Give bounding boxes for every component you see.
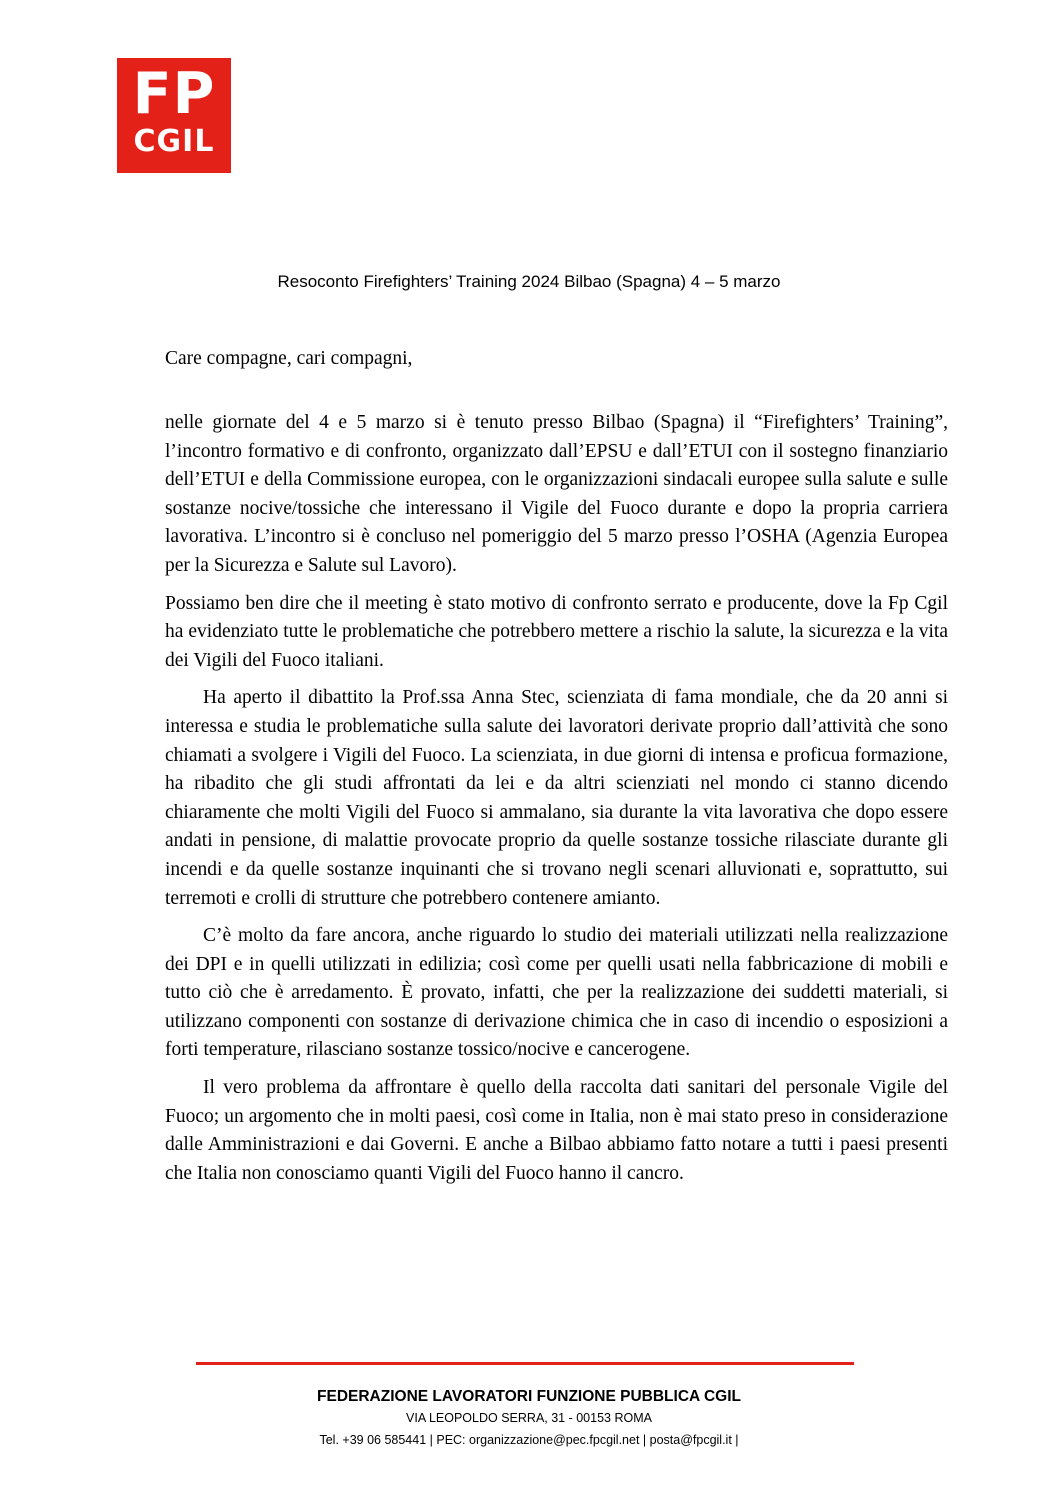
letter-body bbox=[165, 409, 948, 1197]
paragraph-intro: nelle giornate del 4 e 5 marzo si è tenuto presso Bilbao (Spagna) il “Firefighters’ Training”, l’incontro formativo e di confronto, organizzato dall’EPSU e dall’ETUI con il sostegno finanziario dell’ETUI e della Commissione europea, con le organizzazioni sindacali europee sulla salute e sulle sostanze nocive/tossiche che interessano il Vigile del Fuoco durante e dopo la propria carriera lavorativa. L’incontro si è concluso nel pomeriggio del 5 marzo presso l’OSHA (Agenzia Europea per la Sicurezza e Salute sul Lavoro). bbox=[165, 412, 948, 576]
footer-address: VIA LEOPOLDO SERRA, 31 - 00153 ROMA bbox=[406, 1411, 652, 1425]
greeting: Care compagne, cari compagni, bbox=[165, 348, 413, 369]
paragraph-data: Il vero problema da affrontare è quello della raccolta dati sanitari del personale Vigile del Fuoco; un argomento che in molti paesi, così come in Italia, non è mai stato preso in considerazione dalle Amministrazioni e dai Governi. E anche a Bilbao abbiamo fatto notare a tutti i paesi presenti che Italia non conosciamo quanti Vigili del Fuoco hanno il cancro. bbox=[165, 1077, 948, 1184]
paragraph-stec: Ha aperto il dibattito la Prof.ssa Anna Stec, scienziata di fama mondiale, che da 20 anni si interessa e studia le problematiche sulla salute dei lavoratori derivate proprio dall’attività che sono chiamati a svolgere i Vigili del Fuoco. La scienziata, in due giorni di intensa e proficua formazione, ha ribadito che gli studi affrontati da lei e da altri scienziati nel mondo ci stanno dicendo chiaramente che molti Vigili del Fuoco si ammalano, sia durante la vita lavorativa che dopo essere andati in pensione, di malattie provocate proprio da quelle sostanze tossiche rilasciate durante gli incendi e da quelle sostanze inquinanti che si trovano negli scenari alluvionati e, soprattutto, sui terremoti e crolli di strutture che potrebbero contenere amianto. bbox=[165, 687, 948, 909]
fp-cgil-logo bbox=[117, 58, 231, 173]
document-title: Resoconto Firefighters’ Training 2024 Bilbao (Spagna) 4 – 5 marzo bbox=[277, 272, 781, 291]
paragraph-meeting: Possiamo ben dire che il meeting è stato motivo di confronto serrato e producente, dove la Fp Cgil ha evidenziato tutte le problematiche che potrebbero mettere a rischio la salute, la sicurezza e la vita dei Vigili del Fuoco italiani. bbox=[165, 592, 948, 671]
paragraph-materials: C’è molto da fare ancora, anche riguardo lo studio dei materiali utilizzati nella realizzazione dei DPI e in quelli utilizzati in edilizia; così come per quelli usati nella fabbricazione di mobili e tutto ciò che è arredamento. È provato, infatti, che per la realizzazione dei suddetti materiali, si utilizzano componenti con sostanze di derivazione chimica che in caso di incendio o esposizioni a forti temperature, rilasciano sostanze tossico/nocive e cancerogene. bbox=[165, 925, 948, 1061]
footer-contacts: Tel. +39 06 585441 | PEC: organizzazione@pec.fpcgil.net | posta@fpcgil.it | bbox=[319, 1433, 739, 1447]
logo-cgil-text: CGIL bbox=[133, 124, 215, 159]
logo-fp-text: FP bbox=[132, 61, 216, 127]
footer-divider bbox=[196, 1362, 854, 1365]
footer-organization: FEDERAZIONE LAVORATORI FUNZIONE PUBBLICA CGIL bbox=[317, 1388, 741, 1405]
